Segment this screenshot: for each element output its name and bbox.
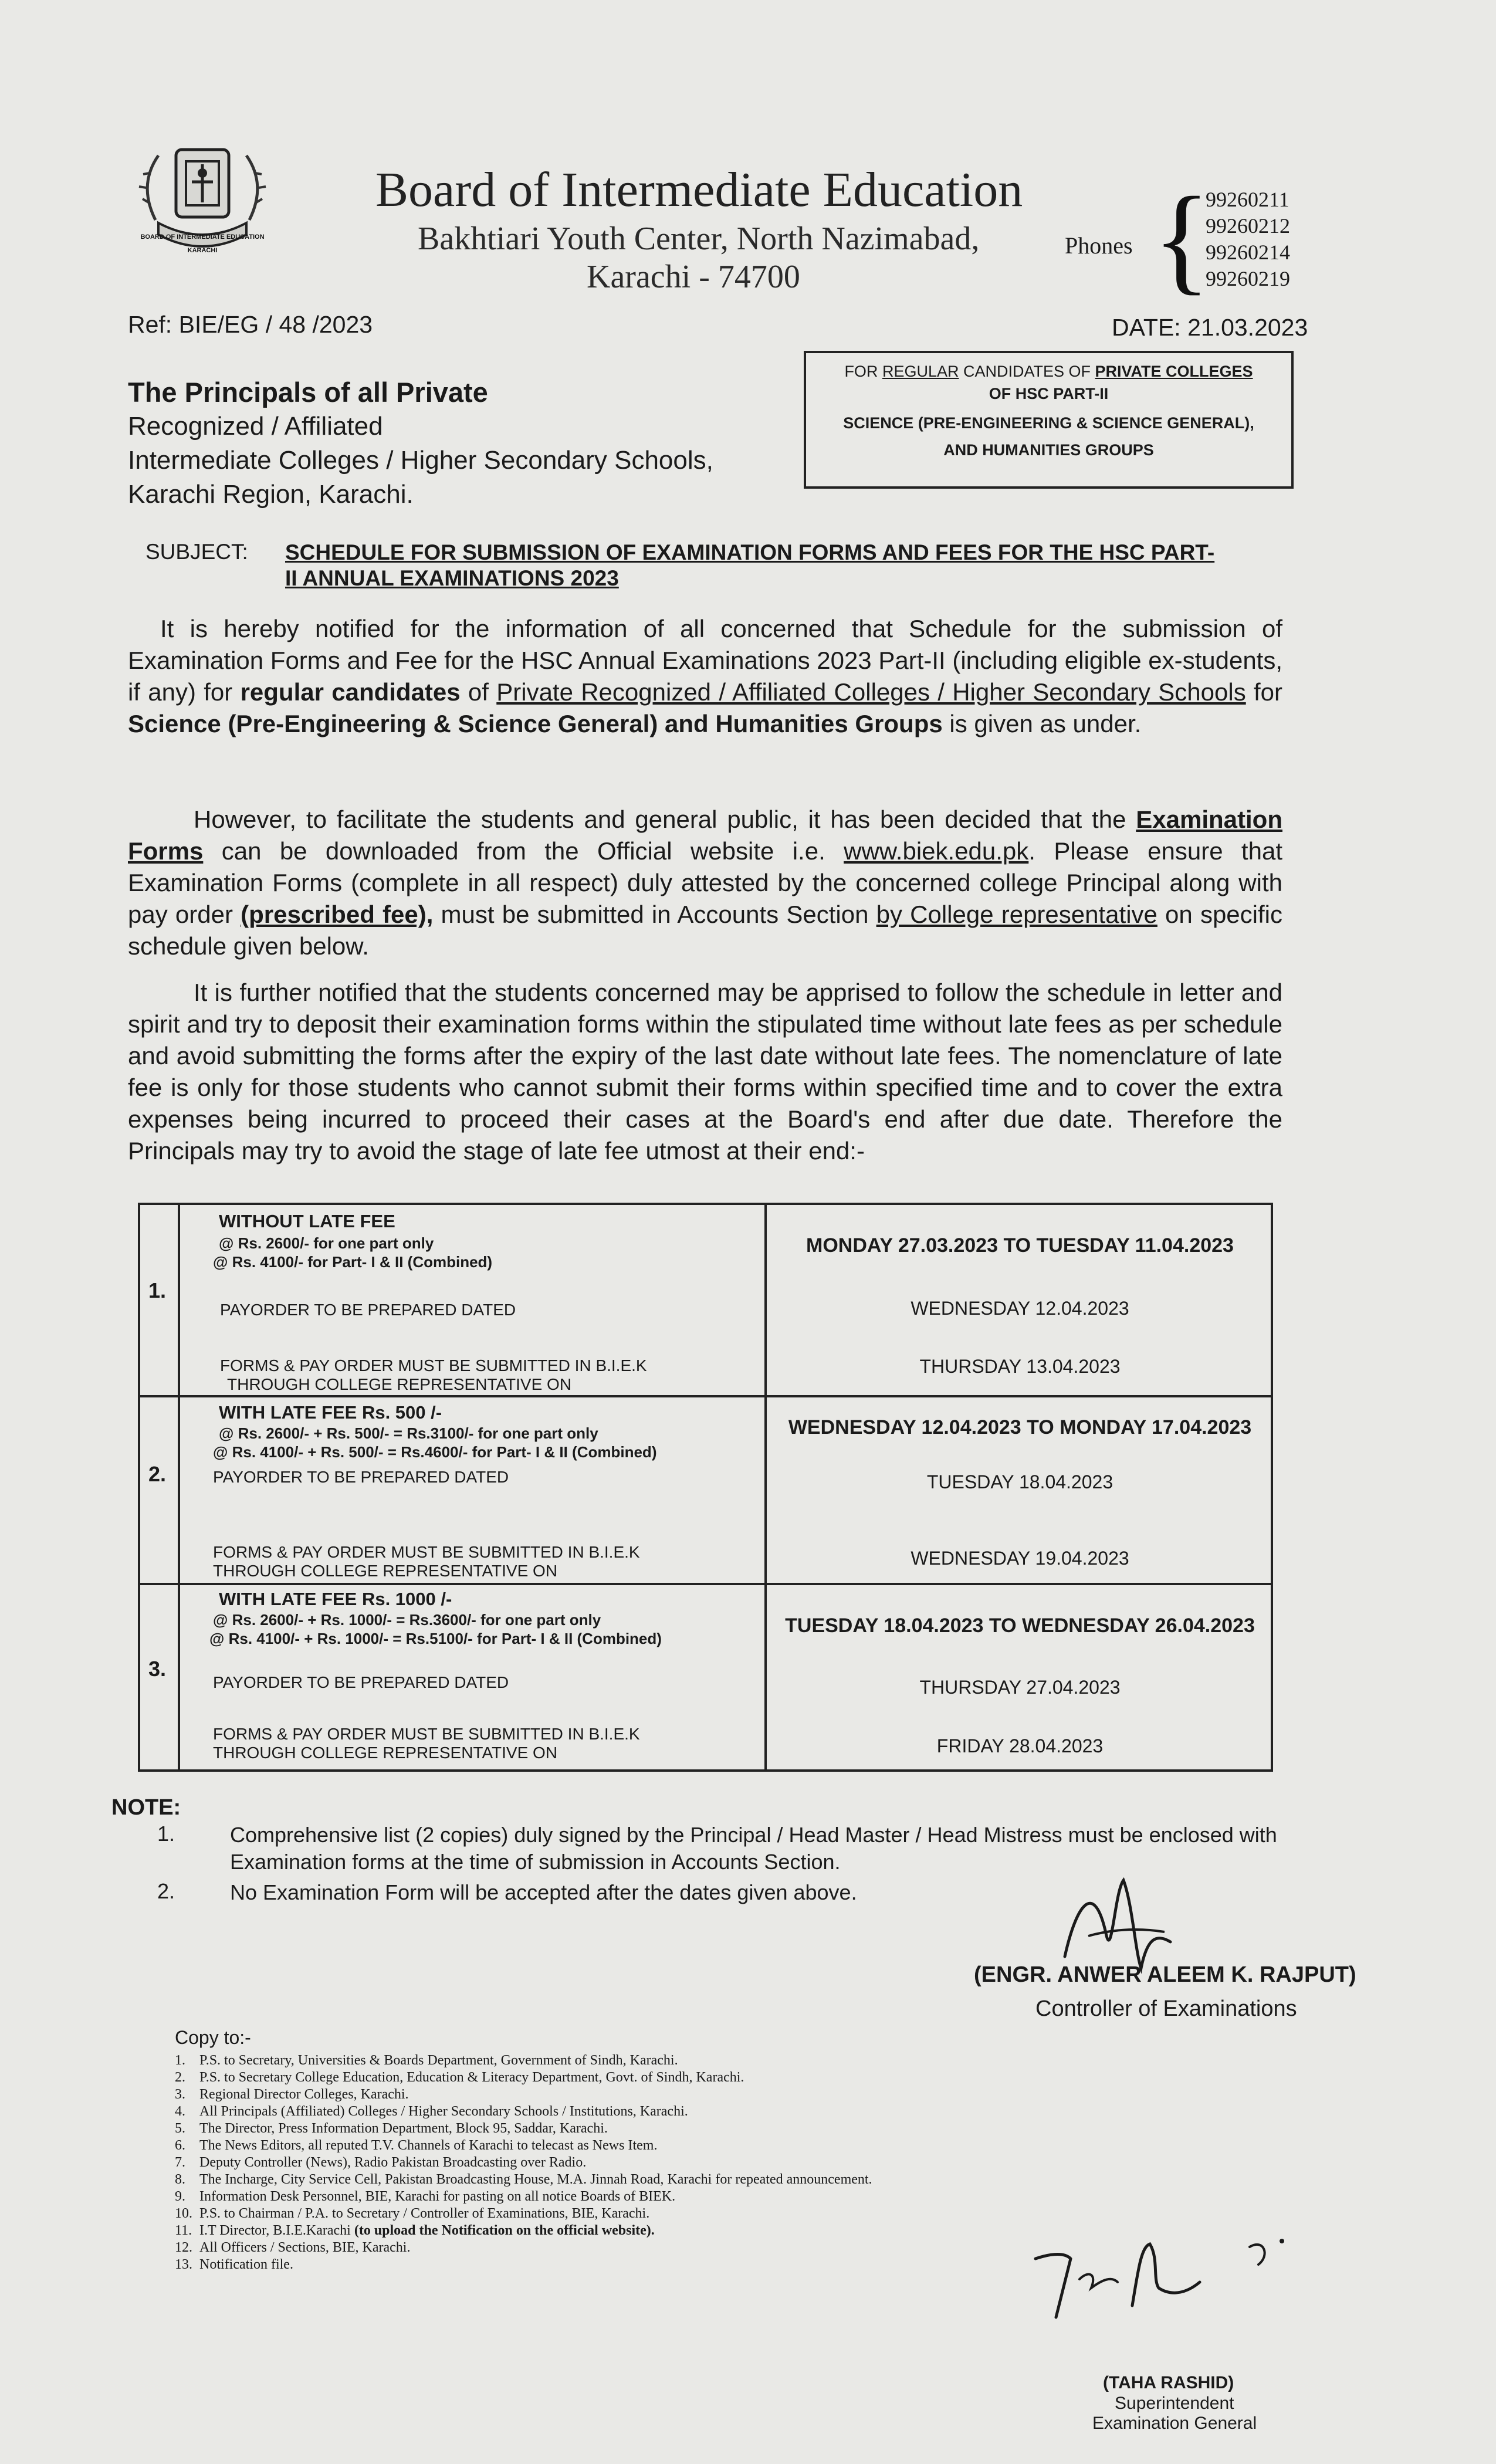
submit-label: FORMS & PAY ORDER MUST BE SUBMITTED IN B.I.E.K <box>213 1543 640 1561</box>
org-address-line1: Bakhtiari Youth Center, North Nazimabad, <box>418 221 980 257</box>
copy-item-number: 2. <box>175 2070 185 2085</box>
para-text: on specific schedule given below. <box>128 901 1282 960</box>
copy-item <box>175 2171 872 2188</box>
schedule-row <box>140 1397 1271 1585</box>
schedule-row <box>140 1205 1271 1397</box>
box-line4: AND HUMANITIES GROUPS <box>943 441 1154 459</box>
row-details-cell <box>180 1397 767 1583</box>
copy-item-number: 10. <box>175 2206 192 2221</box>
org-name: Board of Intermediate Education <box>375 163 1023 217</box>
board-logo <box>132 132 273 267</box>
copy-to-heading: Copy to:- <box>175 2027 251 2048</box>
submit-label: THROUGH COLLEGE REPRESENTATIVE ON <box>213 1744 558 1762</box>
signature-superintendent <box>1024 2223 1294 2329</box>
phone-number: 99260214 <box>1206 241 1290 264</box>
fee-line: @ Rs. 2600/- + Rs. 1000/- = Rs.3600/- for one part only <box>213 1611 601 1629</box>
copy-item <box>175 2120 872 2137</box>
controller-name: (ENGR. ANWER ALEEM K. RAJPUT) <box>974 1962 1356 1987</box>
payorder-date: TUESDAY 18.04.2023 <box>926 1471 1113 1492</box>
note-line: Examination forms at the time of submission in Accounts Section. <box>230 1850 841 1874</box>
para-bold: (prescribed fee), <box>241 901 434 928</box>
copy-item-number: 5. <box>175 2121 185 2136</box>
row-number-cell <box>140 1585 180 1772</box>
copy-item <box>175 2086 872 2103</box>
copy-item-text: P.S. to Chairman / P.A. to Secretary / Controller of Examinations, BIE, Karachi. <box>199 2206 650 2221</box>
submit-date: FRIDAY 28.04.2023 <box>936 1735 1104 1756</box>
phone-number: 99260219 <box>1206 267 1290 290</box>
schedule-row <box>140 1585 1271 1772</box>
schedule-table <box>138 1203 1273 1772</box>
copy-item-text: I.T Director, B.I.E.Karachi <box>199 2223 351 2238</box>
fee-line: @ Rs. 2600/- + Rs. 500/- = Rs.3100/- for one part only <box>219 1424 598 1442</box>
submit-label: FORMS & PAY ORDER MUST BE SUBMITTED IN B.I.E.K <box>220 1356 647 1375</box>
note-heading: NOTE: <box>111 1795 181 1820</box>
row-number-cell <box>140 1205 180 1395</box>
copy-item <box>175 2256 872 2273</box>
website-link[interactable]: www.biek.edu.pk <box>844 837 1029 865</box>
payorder-label: PAYORDER TO BE PREPARED DATED <box>213 1468 509 1486</box>
copy-item-text: Information Desk Personnel, BIE, Karachi for pasting on all notice Boards of BIEK. <box>199 2189 676 2204</box>
submit-label: FORMS & PAY ORDER MUST BE SUBMITTED IN B.I.E.K <box>213 1725 640 1743</box>
phone-number: 99260211 <box>1206 188 1289 211</box>
copy-item <box>175 2103 872 2120</box>
row-heading: WITH LATE FEE Rs. 1000 /- <box>219 1589 452 1609</box>
row-number: 3. <box>148 1657 167 1681</box>
phones-list <box>1206 187 1290 292</box>
note-number: 2. <box>157 1879 175 1903</box>
copy-item <box>175 2052 872 2069</box>
row-number: 2. <box>148 1462 167 1486</box>
row-heading: WITH LATE FEE Rs. 500 /- <box>219 1402 442 1423</box>
para-underline: by College representative <box>876 901 1157 928</box>
controller-title: Controller of Examinations <box>1035 1996 1297 2021</box>
para-bold: regular candidates <box>240 678 461 706</box>
copy-item-text: All Principals (Affiliated) Colleges / Higher Secondary Schools / Institutions, Karachi. <box>199 2104 688 2119</box>
para-text: . Please ensure that Examination Forms (complete in all respect) duly attested by the concerned college Principal along with pay order <box>128 837 1282 928</box>
fee-line: @ Rs. 4100/- + Rs. 1000/- = Rs.5100/- for Part- I & II (Combined) <box>209 1630 662 1647</box>
para-underline: Private Recognized / Affiliated Colleges / Higher Secondary Schools <box>496 678 1246 706</box>
note-item <box>230 1822 1286 1876</box>
addressee <box>128 375 713 512</box>
copy-item <box>175 2188 872 2205</box>
copy-item <box>175 2239 872 2256</box>
svg-text:BOARD OF INTERMEDIATE EDUCATIO: BOARD OF INTERMEDIATE EDUCATION <box>140 233 265 241</box>
copy-item-text: All Officers / Sections, BIE, Karachi. <box>199 2240 411 2255</box>
row-number: 1. <box>148 1278 167 1302</box>
subject-text: SCHEDULE FOR SUBMISSION OF EXAMINATION FORMS AND FEES FOR THE HSC PART-II ANNUAL EXAMINATIONS 2023 <box>285 540 1215 590</box>
copy-item-number: 4. <box>175 2104 185 2119</box>
brace-icon: { <box>1153 172 1211 306</box>
copy-item <box>175 2205 872 2222</box>
para-text: of <box>460 678 497 706</box>
copy-to-list <box>175 2052 872 2273</box>
date-range: MONDAY 27.03.2023 TO TUESDAY 11.04.2023 <box>806 1234 1234 1257</box>
para-text: for <box>1245 678 1282 706</box>
copy-item-number: 12. <box>175 2240 192 2255</box>
phones-label: Phones <box>1065 232 1133 259</box>
addressee-line2: Recognized / Affiliated <box>128 412 383 441</box>
letter-date: DATE: 21.03.2023 <box>1112 314 1308 341</box>
box-text: CANDIDATES OF <box>963 363 1091 380</box>
copy-item-number: 13. <box>175 2257 192 2272</box>
org-address-line2: Karachi - 74700 <box>587 259 800 295</box>
para-text: can be downloaded from the Official website i.e. <box>203 837 844 865</box>
copy-item-text: Notification file. <box>199 2257 293 2272</box>
payorder-date: THURSDAY 27.04.2023 <box>919 1677 1121 1698</box>
box-text: FOR <box>844 363 878 380</box>
addressee-line3: Intermediate Colleges / Higher Secondary Schools, <box>128 446 713 475</box>
submit-label: THROUGH COLLEGE REPRESENTATIVE ON <box>213 1562 558 1580</box>
copy-item-number: 3. <box>175 2087 185 2102</box>
row-number-cell <box>140 1397 180 1583</box>
superintendent-department: Examination General <box>1092 2414 1257 2433</box>
para-text: must be submitted in Accounts Section <box>433 901 876 928</box>
superintendent-title: Superintendent <box>1115 2394 1234 2413</box>
row-details-cell <box>180 1585 767 1772</box>
fee-line: @ Rs. 2600/- for one part only <box>219 1234 434 1252</box>
candidates-box <box>804 351 1294 489</box>
copy-item-text: The Director, Press Information Department, Block 95, Saddar, Karachi. <box>199 2121 608 2136</box>
copy-item-number: 7. <box>175 2155 185 2170</box>
note-number: 1. <box>157 1822 175 1846</box>
copy-item-number: 9. <box>175 2189 185 2204</box>
submit-date: THURSDAY 13.04.2023 <box>919 1356 1121 1377</box>
superintendent-name: (TAHA RASHID) <box>1103 2373 1234 2392</box>
paragraph-2 <box>128 804 1282 962</box>
copy-item-text: The Incharge, City Service Cell, Pakistan Broadcasting House, M.A. Jinnah Road, Karachi for repeated announcement. <box>199 2172 872 2187</box>
para-text: It is hereby notified for the information of all concerned that Schedule for the submission of Examination Forms and Fee for the HSC Annual Examinations 2023 Part-II (including eligible ex-students, if any) for <box>128 615 1283 706</box>
box-regular: REGULAR <box>882 363 959 380</box>
row-details-cell <box>180 1205 767 1395</box>
para-text: However, to facilitate the students and general public, it has been decided that the <box>194 805 1136 833</box>
para-bold: Examination Forms <box>128 805 1282 865</box>
submit-date: WEDNESDAY 19.04.2023 <box>911 1548 1129 1569</box>
copy-item-text: The News Editors, all reputed T.V. Channels of Karachi to telecast as News Item. <box>199 2138 658 2153</box>
note-item: No Examination Form will be accepted after the dates given above. <box>230 1880 857 1904</box>
svg-text:KARACHI: KARACHI <box>187 247 218 254</box>
date-range: TUESDAY 18.04.2023 TO WEDNESDAY 26.04.2023 <box>785 1615 1255 1637</box>
copy-item <box>175 2222 872 2239</box>
copy-item-text: Regional Director Colleges, Karachi. <box>199 2087 409 2102</box>
subject-label: SUBJECT: <box>145 540 248 564</box>
copy-item-number: 8. <box>175 2172 185 2187</box>
note-line: Comprehensive list (2 copies) duly signed by the Principal / Head Master / Head Mistress must be enclosed with <box>230 1823 1277 1847</box>
addressee-line1: The Principals of all Private <box>128 377 488 408</box>
row-heading: WITHOUT LATE FEE <box>219 1211 395 1231</box>
date-range: WEDNESDAY 12.04.2023 TO MONDAY 17.04.2023 <box>788 1416 1252 1439</box>
payorder-date: WEDNESDAY 12.04.2023 <box>911 1298 1129 1319</box>
copy-item <box>175 2154 872 2171</box>
copy-item <box>175 2069 872 2086</box>
box-line3: SCIENCE (PRE-ENGINEERING & SCIENCE GENERAL), <box>843 414 1254 432</box>
copy-item-text: Deputy Controller (News), Radio Pakistan Broadcasting over Radio. <box>199 2155 587 2170</box>
para-text: is given as under. <box>942 710 1142 737</box>
submit-label: THROUGH COLLEGE REPRESENTATIVE ON <box>227 1375 572 1393</box>
copy-item-bold: (to upload the Notification on the official website). <box>354 2223 655 2238</box>
fee-line: @ Rs. 4100/- + Rs. 500/- = Rs.4600/- for Part- I & II (Combined) <box>213 1443 657 1461</box>
payorder-label: PAYORDER TO BE PREPARED DATED <box>213 1673 509 1691</box>
phone-number: 99260212 <box>1206 214 1290 238</box>
copy-item-number: 1. <box>175 2053 185 2068</box>
copy-item <box>175 2137 872 2154</box>
paragraph-1 <box>128 613 1282 740</box>
copy-item-number: 6. <box>175 2138 185 2153</box>
box-private-colleges: PRIVATE COLLEGES <box>1095 363 1253 380</box>
addressee-line4: Karachi Region, Karachi. <box>128 480 414 509</box>
para-bold: Science (Pre-Engineering & Science General) and Humanities Groups <box>128 710 943 737</box>
box-line2: OF HSC PART-II <box>989 385 1109 402</box>
copy-item-text: P.S. to Secretary College Education, Education & Literacy Department, Govt. of Sindh, Karachi. <box>199 2070 744 2085</box>
copy-item-text: P.S. to Secretary, Universities & Boards Department, Government of Sindh, Karachi. <box>199 2053 678 2068</box>
copy-item-number: 11. <box>175 2223 192 2238</box>
reference-number: Ref: BIE/EG / 48 /2023 <box>128 311 373 338</box>
paragraph-3: It is further notified that the students concerned may be apprised to follow the schedule in letter and spirit and try to deposit their examination forms within the stipulated time without late fees as per schedule and avoid submitting the forms after the expiry of the last date without late fees. The nomenclature of late fee is only for those students who cannot submit their forms within specified time and to cover the extra expenses being incurred to proceed their cases at the Board's end after due date. Therefore the Principals may try to avoid the stage of late fee utmost at their end:- <box>128 979 1282 1165</box>
payorder-label: PAYORDER TO BE PREPARED DATED <box>220 1301 516 1319</box>
fee-line: @ Rs. 4100/- for Part- I & II (Combined) <box>213 1253 493 1271</box>
